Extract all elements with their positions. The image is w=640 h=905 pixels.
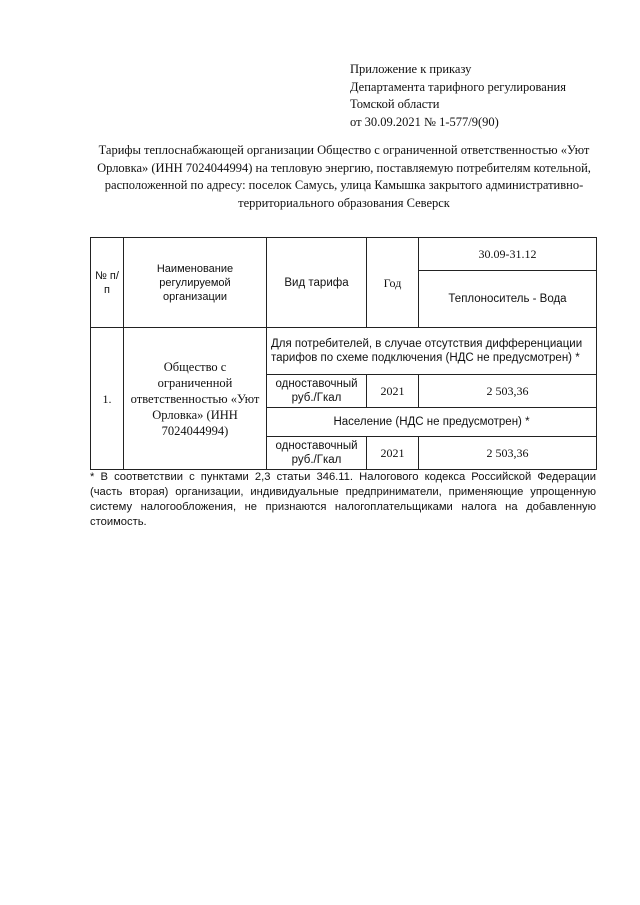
footnote: * В соответствии с пунктами 2,3 статьи 346.11. Налогового кодекса Российской Федерации (часть вторая) организации, индивидуальные предприниматели, применяющие упрощенную систему налогообложения, не признаются налогоплательщиками налога на добавленную стоимость. (90, 471, 596, 528)
tariff-table (90, 237, 597, 470)
section-label-population: Население (НДС не предусмотрен) * (267, 408, 597, 437)
header-year: Год (367, 238, 419, 328)
header-tariff-type: Вид тарифа (267, 238, 367, 328)
appendix-line: Департамента тарифного регулирования (350, 79, 566, 94)
row-number: 1. (91, 328, 124, 470)
tariff-value-cell: 2 503,36 (419, 437, 597, 470)
header-number: № п/п (91, 238, 124, 328)
tariff-value-cell: 2 503,36 (419, 375, 597, 408)
header-org-name: Наименование регулируемой организации (124, 238, 267, 328)
header-carrier: Теплоноситель - Вода (419, 271, 597, 328)
year-cell: 2021 (367, 375, 419, 408)
appendix-order-date: от 30.09.2021 № 1-577/9(90) (350, 114, 499, 129)
document-title: Тарифы теплоснабжающей организации Общество с ограниченной ответственностью «Уют Орловка» (ИНН 7024044994) на тепловую энергию, поставляемую потребителям котельной, расположенной по адресу: поселок Самусь, улица Камышка закрытого административно-территориального образования Северск (97, 143, 591, 210)
year-cell: 2021 (367, 437, 419, 470)
appendix-header (350, 61, 630, 131)
row-org-name: Общество с ограниченной ответственностью «Уют Орловка» (ИНН 7024044994) (124, 328, 267, 470)
section-label-general: Для потребителей, в случае отсутствия дифференциации тарифов по схеме подключения (НДС не предусмотрен) * (267, 328, 597, 375)
appendix-line: Томской области (350, 97, 440, 111)
appendix-line: Приложение к приказу (350, 62, 472, 76)
tariff-type-cell: одноставочный руб./Гкал (267, 437, 367, 470)
tariff-type-cell: одноставочный руб./Гкал (267, 375, 367, 408)
header-period: 30.09-31.12 (419, 238, 597, 271)
